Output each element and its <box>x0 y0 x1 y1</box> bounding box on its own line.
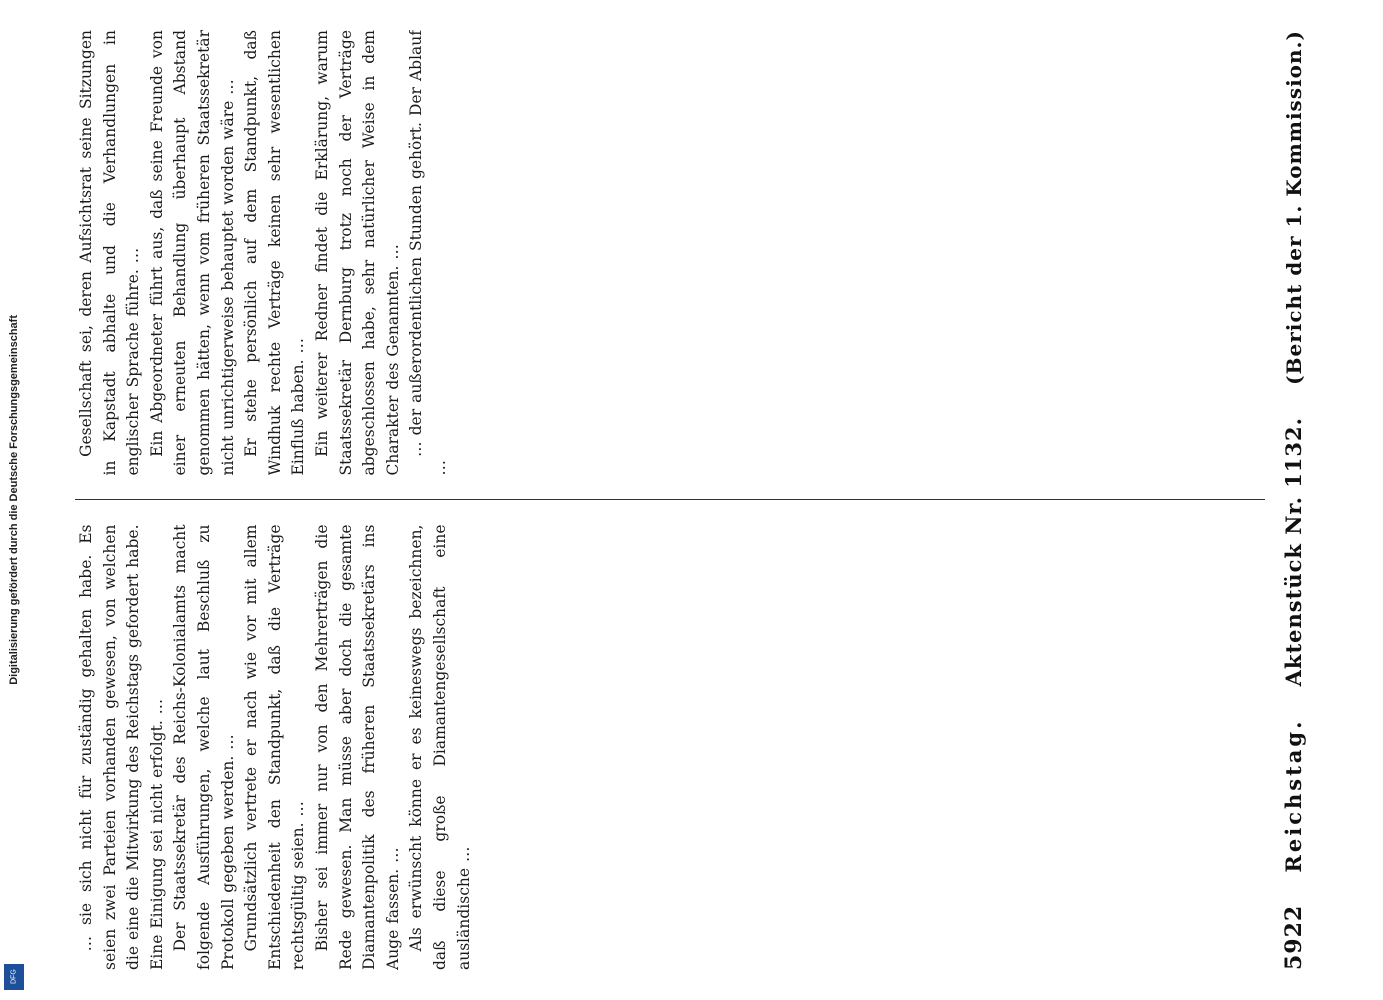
digitization-note-text: Digitalisierung gefördert durch die Deutsche Forschungsgemeinschaft <box>8 315 20 685</box>
report-label: (Bericht der 1. Kommission.) <box>1282 30 1306 385</box>
page-title: Reichstag. <box>1281 718 1306 873</box>
document-issue: Aktenstück Nr. 1132. <box>1281 417 1306 687</box>
paragraph: Ein weiterer Redner findet die Erklärung, warum Staatssekretär Dernburg trotz noch der Verträge abgeschlossen habe, sehr natürlicher Weise in dem Charakter des Genannten. … <box>312 30 402 476</box>
page-number: 5922 <box>1281 904 1307 970</box>
paragraph: … der außerordentlichen Stunden gehört. Der Ablauf … <box>407 30 449 476</box>
rotated-page-content <box>65 20 1325 980</box>
text-columns <box>75 30 1265 970</box>
column-divider <box>75 500 1265 501</box>
paragraph: Er stehe persönlich auf dem Standpunkt, daß Windhuk rechte Verträge keinen sehr wesentlichen Einfluß haben. … <box>242 30 308 476</box>
paragraph: Bisher sei immer nur von den Mehrerträgen die Rede gewesen. Man müsse aber doch die gesamte Diamantenpolitik des früheren Staatssekretärs ins Auge fassen. … <box>312 524 402 970</box>
paragraph: Ein Abgeordneter führt aus, daß seine Freunde von einer erneuten Behandlung überhaupt Abstand genommen hätten, wenn vom früheren Staatssekretär nicht unrichtigerweise behauptet worden wäre … <box>147 30 237 476</box>
digitization-margin-note <box>4 0 24 1000</box>
paragraph: Gesellschaft sei, deren Aufsichtsrat seine Sitzungen in Kapstadt abhalte und die Verhandlungen in englischer Sprache führe. … <box>77 30 143 476</box>
paragraph: … sie sich nicht für zuständig gehalten habe. Es seien zwei Parteien vorhanden gewesen, von welchen die eine die Mitwirkung des Reichstags gefordert habe. Eine Einigung sei nicht erfolgt. … <box>77 524 166 970</box>
paragraph: Grundsätzlich vertrete er nach wie vor mit allem Entschiedenheit den Standpunkt, daß die Verträge rechtsgültig seien. … <box>242 524 308 970</box>
page-header <box>1281 30 1307 970</box>
scanned-page <box>40 0 1350 1000</box>
text-column-left <box>75 525 1265 971</box>
paragraph: Als erwünscht könne er es keineswegs bezeichnen, daß diese große Diamantengesellschaft eine ausländische … <box>407 524 473 970</box>
text-column-right <box>75 30 1265 476</box>
paragraph: Der Staatssekretär des Reichs-Kolonialamts macht folgende Ausführungen, welche laut Beschluß zu Protokoll gegeben werden. … <box>171 524 237 970</box>
dfg-logo: DFG <box>4 964 24 990</box>
